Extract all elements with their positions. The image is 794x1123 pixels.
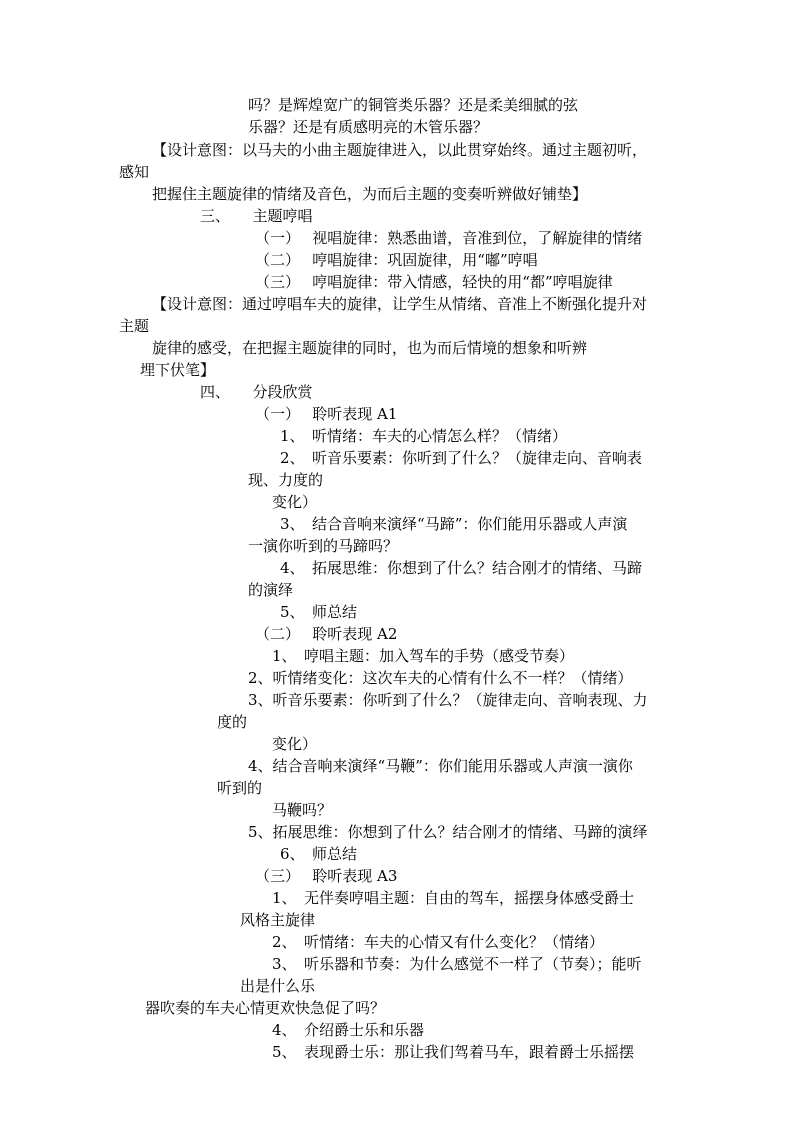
text-line: 2、听情绪变化：这次车夫的心情有什么不一样？（情绪）	[248, 669, 633, 687]
text-line: （三） 哼唱旋律：带入情感，轻快的用“都”哼唱旋律	[255, 273, 613, 291]
text-line: （二） 哼唱旋律：巩固旋律，用“嘟”哼唱	[255, 251, 538, 269]
text-line: 感知	[119, 163, 150, 181]
text-line: （一） 视唱旋律：熟悉曲谱，音准到位，了解旋律的情绪	[255, 229, 643, 247]
text-line: 主题	[119, 317, 150, 335]
text-line: 5、 师总结	[280, 603, 358, 621]
text-line: 乐器？还是有质感明亮的木管乐器？	[248, 118, 489, 136]
text-line: 风格主旋律	[240, 911, 316, 929]
text-line: 4、 拓展思维：你想到了什么？结合刚才的情绪、马蹄	[280, 559, 643, 577]
text-line: 出是什么乐	[240, 977, 316, 995]
text-line: 4、结合音响来演绎“马鞭”：你们能用乐器或人声演一演你	[248, 757, 633, 775]
text-line: （二） 聆听表现 A2	[255, 625, 398, 643]
text-line: （三） 聆听表现 A3	[255, 867, 398, 885]
text-line: 1、 哼唱主题：加入驾车的手势（感受节奏）	[272, 647, 575, 665]
text-line: （一） 聆听表现 A1	[255, 405, 398, 423]
text-line: 旋律的感受，在把握主题旋律的同时，也为而后情境的想象和听辨	[152, 339, 588, 357]
text-line: 4、 介绍爵士乐和乐器	[272, 1021, 425, 1039]
text-line: 器吹奏的车夫心情更欢快急促了吗？	[145, 999, 386, 1017]
text-line: 现、力度的	[248, 471, 324, 489]
text-line: 埋下伏笔】	[140, 361, 216, 379]
text-line: 听到的	[217, 779, 263, 797]
text-line: 2、 听音乐要素：你听到了什么？（旋律走向、音响表	[280, 449, 643, 467]
text-line: 一演你听到的马蹄吗？	[248, 537, 399, 555]
text-line: 6、 师总结	[280, 845, 358, 863]
text-line: 5、拓展思维：你想到了什么？结合刚才的情绪、马蹄的演绎	[248, 823, 648, 841]
text-line: 的演绎	[248, 581, 294, 599]
text-line: 把握住主题旋律的情绪及音色，为而后主题的变奏听辨做好铺垫】	[152, 185, 588, 203]
text-line: 1、 听情绪：车夫的心情怎么样？（情绪）	[280, 427, 568, 445]
text-line: 5、 表现爵士乐：那让我们驾着马车，跟着爵士乐摇摆	[272, 1043, 635, 1061]
text-line: 2、 听情绪：车夫的心情又有什么变化？（情绪）	[272, 933, 605, 951]
text-line: 1、 无伴奏哼唱主题：自由的驾车，摇摆身体感受爵士	[272, 889, 635, 907]
text-line: 3、 听乐器和节奏：为什么感觉不一样了（节奏）；能听	[272, 955, 642, 973]
text-line: 吗？是辉煌宽广的铜管类乐器？还是柔美细腻的弦	[248, 96, 579, 114]
text-line: 【设计意图：通过哼唱车夫的旋律，让学生从情绪、音准上不断强化提升对	[152, 295, 648, 313]
section-heading: 四、 分段欣赏	[200, 383, 313, 401]
text-line: 度的	[217, 713, 248, 731]
text-line: 3、 结合音响来演绎“马蹄”：你们能用乐器或人声演	[280, 515, 628, 533]
text-line: 马鞭吗？	[272, 801, 333, 819]
section-heading: 三、 主题哼唱	[200, 207, 313, 225]
text-line: 变化）	[272, 493, 318, 511]
text-line: 3、听音乐要素：你听到了什么？（旋律走向、音响表现、力	[248, 691, 648, 709]
text-line: 变化）	[272, 735, 318, 753]
text-line: 【设计意图：以马夫的小曲主题旋律进入，以此贯穿始终。通过主题初听，	[152, 141, 648, 159]
